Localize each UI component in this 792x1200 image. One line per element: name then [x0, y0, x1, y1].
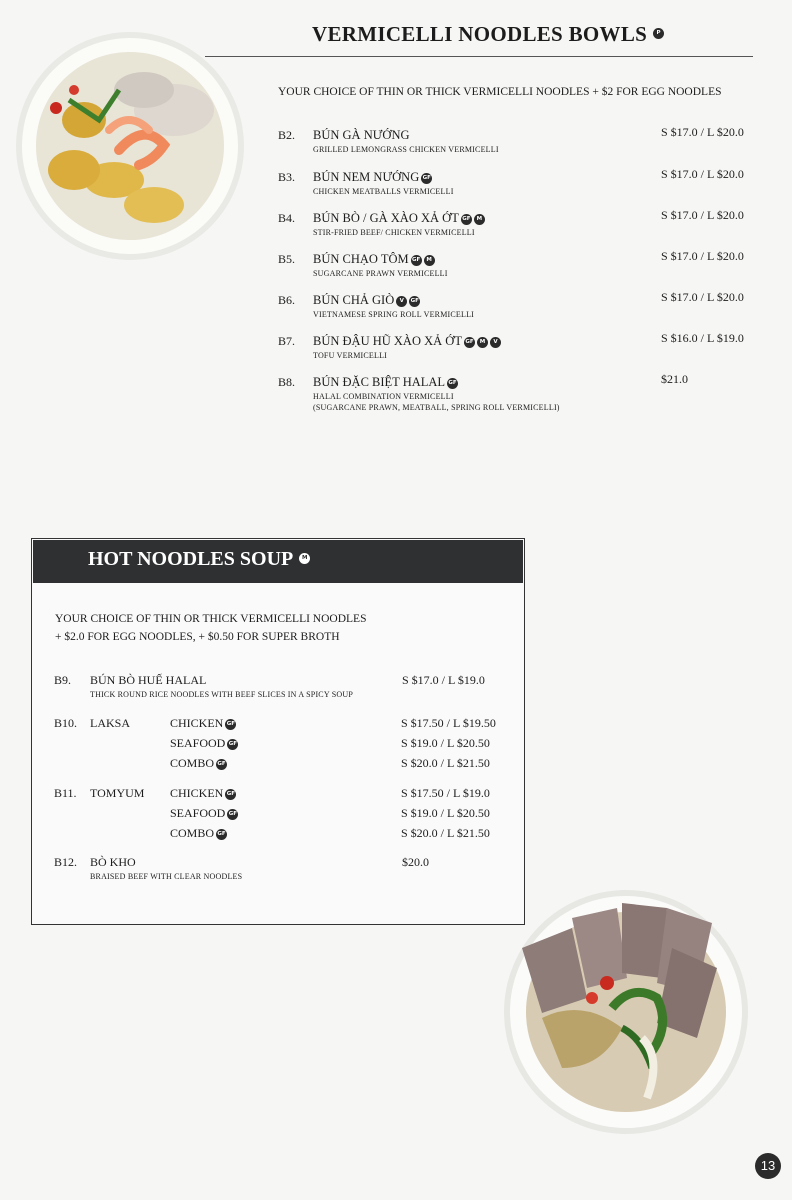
- tomyum-option-seafood: SEAFOOD GF: [170, 806, 237, 820]
- page-number-badge: 13: [755, 1153, 781, 1179]
- gluten-free-badge-icon: GF: [411, 255, 422, 266]
- laksa-chicken-price: S $17.50 / L $19.50: [401, 716, 496, 730]
- mild-badge-icon: M: [299, 553, 310, 564]
- gluten-free-badge-icon: GF: [464, 337, 475, 348]
- gluten-free-badge-icon: GF: [461, 214, 472, 225]
- gluten-free-badge-icon: GF: [421, 173, 432, 184]
- hot-soup-note-line-2: + $2.0 FOR EGG NOODLES, + $0.50 FOR SUPER BROTH: [55, 631, 340, 643]
- gluten-free-badge-icon: GF: [225, 719, 236, 730]
- mild-badge-icon: M: [474, 214, 485, 225]
- mild-badge-icon: M: [477, 337, 488, 348]
- gluten-free-badge-icon: GF: [216, 829, 227, 840]
- menu-item-b9-desc: THICK ROUND RICE NOODLES WITH BEEF SLICES IN A SPICY SOUP: [90, 690, 353, 699]
- menu-item-b12-price: $20.0: [402, 855, 429, 869]
- menu-item-b11-name: TOMYUM: [90, 786, 145, 800]
- vermicelli-section-title: VERMICELLI NOODLES BOWLS P: [312, 22, 664, 47]
- menu-item-b9-price: S $17.0 / L $19.0: [402, 673, 485, 687]
- menu-item-b12-name: BÒ KHO: [90, 855, 136, 869]
- menu-item-b10-code: B10.: [54, 716, 78, 730]
- menu-item-b10-name: LAKSA: [90, 716, 131, 730]
- vermicelli-bowl-photo: [14, 30, 246, 262]
- laksa-seafood-price: S $19.0 / L $20.50: [401, 736, 490, 750]
- vegetarian-badge-icon: V: [490, 337, 501, 348]
- hot-soup-note-line-1: YOUR CHOICE OF THIN OR THICK VERMICELLI NOODLES: [55, 613, 367, 625]
- tomyum-option-combo: COMBO GF: [170, 826, 226, 840]
- gluten-free-badge-icon: GF: [409, 296, 420, 307]
- vermicelli-note: YOUR CHOICE OF THIN OR THICK VERMICELLI NOODLES + $2 FOR EGG NOODLES: [278, 86, 722, 98]
- section-divider: [205, 56, 753, 57]
- tomyum-seafood-price: S $19.0 / L $20.50: [401, 806, 490, 820]
- menu-item-b11-code: B11.: [54, 786, 77, 800]
- menu-item-b9-name: BÚN BÒ HUẾ HALAL: [90, 673, 207, 687]
- laksa-option-combo: COMBO GF: [170, 756, 226, 770]
- hot-soup-section-title: HOT NOODLES SOUP M: [88, 548, 310, 571]
- laksa-combo-price: S $20.0 / L $21.50: [401, 756, 490, 770]
- gluten-free-badge-icon: GF: [447, 378, 458, 389]
- mild-badge-icon: M: [424, 255, 435, 266]
- laksa-option-seafood: SEAFOOD GF: [170, 736, 237, 750]
- menu-item-b9-code: B9.: [54, 673, 72, 687]
- gluten-free-badge-icon: GF: [216, 759, 227, 770]
- vegetarian-badge-icon: V: [396, 296, 407, 307]
- gluten-free-badge-icon: GF: [227, 809, 238, 820]
- laksa-option-chicken: CHICKEN GF: [170, 716, 235, 730]
- gluten-free-badge-icon: GF: [227, 739, 238, 750]
- pork-badge-icon: P: [653, 28, 664, 39]
- tomyum-option-chicken: CHICKEN GF: [170, 786, 235, 800]
- menu-item-b12-desc: BRAISED BEEF WITH CLEAR NOODLES: [90, 872, 243, 881]
- gluten-free-badge-icon: GF: [225, 789, 236, 800]
- tomyum-chicken-price: S $17.50 / L $19.0: [401, 786, 490, 800]
- tomyum-combo-price: S $20.0 / L $21.50: [401, 826, 490, 840]
- beef-soup-bowl-photo: [502, 888, 750, 1136]
- menu-item-b12-code: B12.: [54, 855, 78, 869]
